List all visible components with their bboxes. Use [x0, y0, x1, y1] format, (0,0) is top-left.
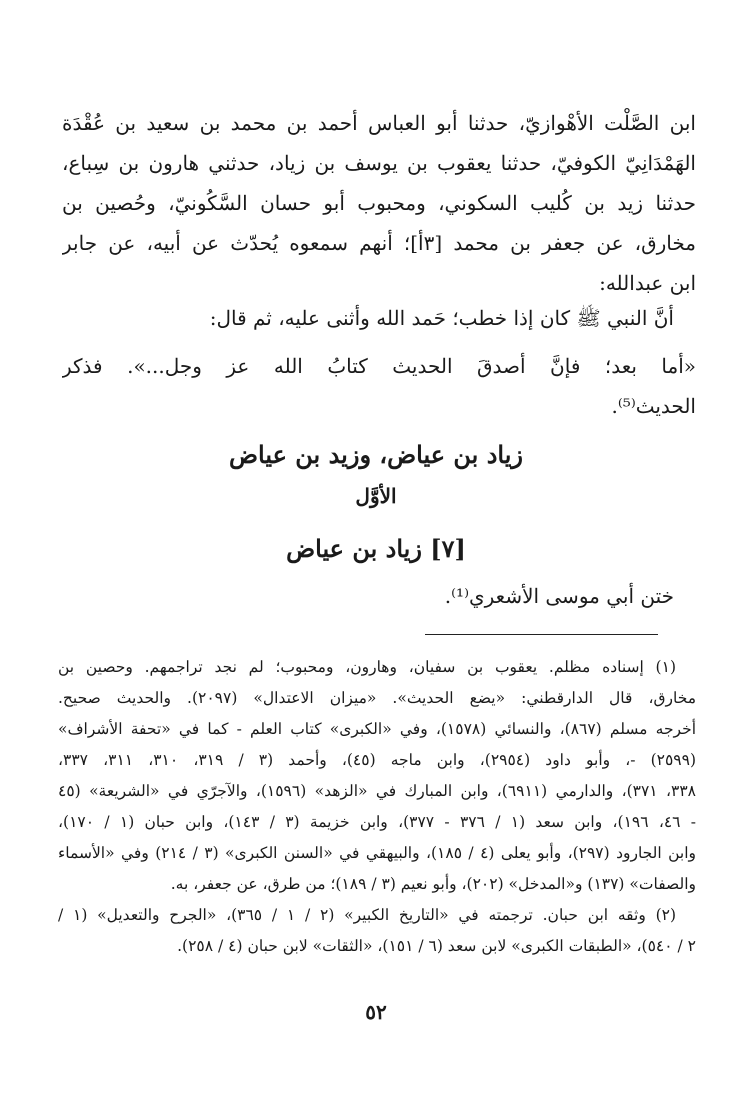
footnote-line: مخارق، قال الدارقطني: «يضع الحديث». «ميزان الاعتدال» (٢٠٩٧). والحديث صحيح.: [58, 689, 696, 707]
footnote-line: (٢٥٩٩) -، وأبو داود (٢٩٥٤)، وابن ماجه (٤٥)، وأحمد (٣ / ٣١٩، ٣١٠، ٣١١، ٣٣٧،: [58, 751, 696, 769]
footnote-line: (١) إسناده مظلم. يعقوب بن سفيان، وهارون، ومحبوب؛ لم نجد تراجمهم. وحصين بن: [58, 658, 676, 676]
footnote-line: (٢) وثقه ابن حبان. ترجمته في «التاريخ الكبير» (٢ / ١ / ٣٦٥)، «الجرح والتعديل» (١ /: [58, 906, 677, 924]
footnote-line: والصفات» (١٣٧) و«المدخل» (٢٠٢)، وأبو نعيم (٣ / ١٨٩)؛ من طرق، عن جعفر، به.: [170, 875, 696, 893]
main-text-line: حدثنا زيد بن كُليب السكوني، ومحبوب أبو حسان السَّكُونيّ، وحُصين بن: [62, 191, 696, 215]
main-text: [62, 103, 696, 303]
entry-text: ختن أبي موسى الأشعري⁽¹⁾.: [444, 584, 674, 608]
main-text-line: ابن الصَّلْت الأهْوازيّ، حدثنا أبو العباس أحمد بن محمد بن سعيد بن عُقْدَة: [62, 111, 696, 135]
entry-title: [٧] زياد بن عياض: [286, 534, 466, 563]
entry-text-block: [62, 576, 696, 616]
quote-paragraph: [56, 298, 696, 338]
hadith-line: «أما بعد؛ فإنَّ أصدقَ الحديث كتابُ الله عز وجل...». فذكر: [62, 354, 696, 378]
footnotes: [58, 652, 696, 962]
footnote-line: وابن الجارود (٢٩٧)، وأبو يعلى (٤ / ١٨٥)، والبيهقي في «السنن الكبرى» (٣ / ٢١٤) وفي «الأسماء: [58, 844, 696, 862]
quote-line: أنَّ النبي ﷺ كان إذا خطب؛ حَمد الله وأثنى عليه، ثم قال:: [209, 306, 674, 330]
main-text-line: الهَمْدَانِيّ الكوفيّ، حدثنا يعقوب بن يوسف بن زياد، حدثني هارون بن سِباع،: [62, 151, 696, 175]
page-number: ٥٢: [365, 1000, 387, 1024]
subsection-title: الأوَّل: [355, 484, 397, 508]
main-text-line: مخارق، عن جعفر بن محمد [٣أ]؛ أنهم سمعوه يُحدّث عن أبيه، عن جابر: [62, 231, 696, 255]
footnote-line: ٣٣٨، ٣٧١)، والدارمي (٦٩١١)، وابن المبارك في «الزهد» (١٥٩٦)، والآجرّي في «الشريعة» (٤٥: [58, 782, 696, 800]
footnote-line: ٢ / ٥٤٠)، «الطبقات الكبرى» لابن سعد (٦ / ١٥١)، «الثقات» لابن حبان (٤ / ٢٥٨).: [177, 937, 696, 955]
hadith-paragraph: [62, 346, 696, 426]
footnote-divider: [425, 634, 658, 635]
footnote-line: - ٤٦، ١٩٦)، وابن سعد (١ / ٣٧٦ - ٣٧٧)، وابن خزيمة (٣ / ١٤٣)، وابن حبان (١ / ١٧٠)،: [58, 813, 696, 831]
footnote-line: أخرجه مسلم (٨٦٧)، والنسائي (١٥٧٨)، وفي «الكبرى» كتاب العلم - كما في «تحفة الأشراف»: [58, 720, 696, 738]
main-text-line: ابن عبدالله:: [599, 271, 696, 295]
section-title: زياد بن عياض، وزيد بن عياض: [229, 440, 523, 469]
hadith-line: الحديث⁽⁵⁾.: [611, 394, 696, 418]
